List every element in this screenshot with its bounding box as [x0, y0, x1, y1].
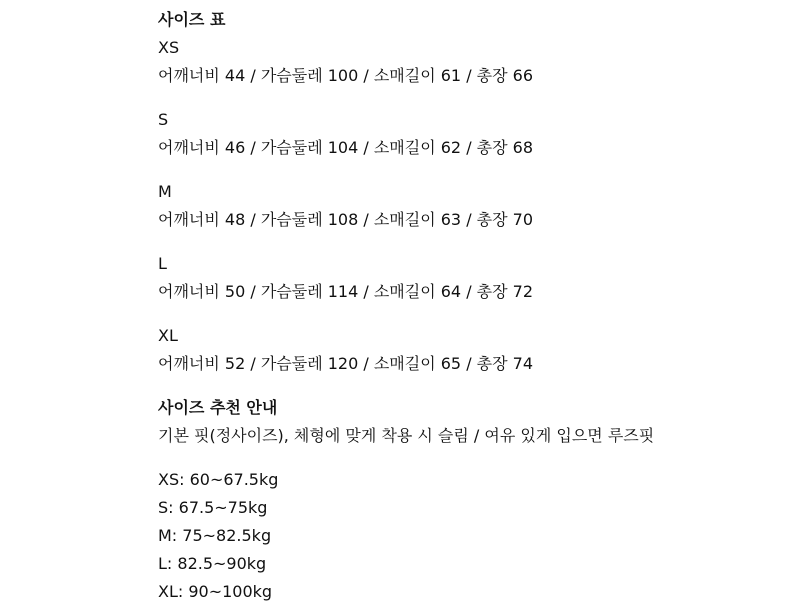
weight-range-m: M: 75~82.5kg [158, 526, 272, 545]
size-label: XL [158, 326, 178, 345]
size-label: L [158, 254, 167, 273]
size-recommendation-title: 사이즈 추천 안내 [158, 398, 278, 417]
size-block-l [158, 250, 778, 306]
size-measurements: 어깨너비 52 / 가슴둘레 120 / 소매길이 65 / 총장 74 [158, 354, 534, 373]
weight-recommendation-list [158, 466, 778, 606]
size-block-xs [158, 34, 778, 90]
size-guide-content [158, 6, 778, 606]
size-measurements: 어깨너비 44 / 가슴둘레 100 / 소매길이 61 / 총장 66 [158, 66, 534, 85]
size-measurements: 어깨너비 46 / 가슴둘레 104 / 소매길이 62 / 총장 68 [158, 138, 534, 157]
size-chart-list [158, 34, 778, 378]
size-measurements: 어깨너비 48 / 가슴둘레 108 / 소매길이 63 / 총장 70 [158, 210, 534, 229]
weight-range-xl: XL: 90~100kg [158, 582, 273, 601]
size-measurements: 어깨너비 50 / 가슴둘레 114 / 소매길이 64 / 총장 72 [158, 282, 534, 301]
weight-range-xs: XS: 60~67.5kg [158, 470, 279, 489]
fit-note: 기본 핏(정사이즈), 체형에 맞게 착용 시 슬림 / 여유 있게 입으면 루즈핏 [158, 426, 655, 445]
size-block-xl [158, 322, 778, 378]
weight-range-l: L: 82.5~90kg [158, 554, 267, 573]
size-block-s [158, 106, 778, 162]
size-chart-title: 사이즈 표 [158, 10, 226, 29]
weight-range-s: S: 67.5~75kg [158, 498, 268, 517]
size-label: M [158, 182, 172, 201]
size-label: XS [158, 38, 180, 57]
size-label: S [158, 110, 169, 129]
size-block-m [158, 178, 778, 234]
